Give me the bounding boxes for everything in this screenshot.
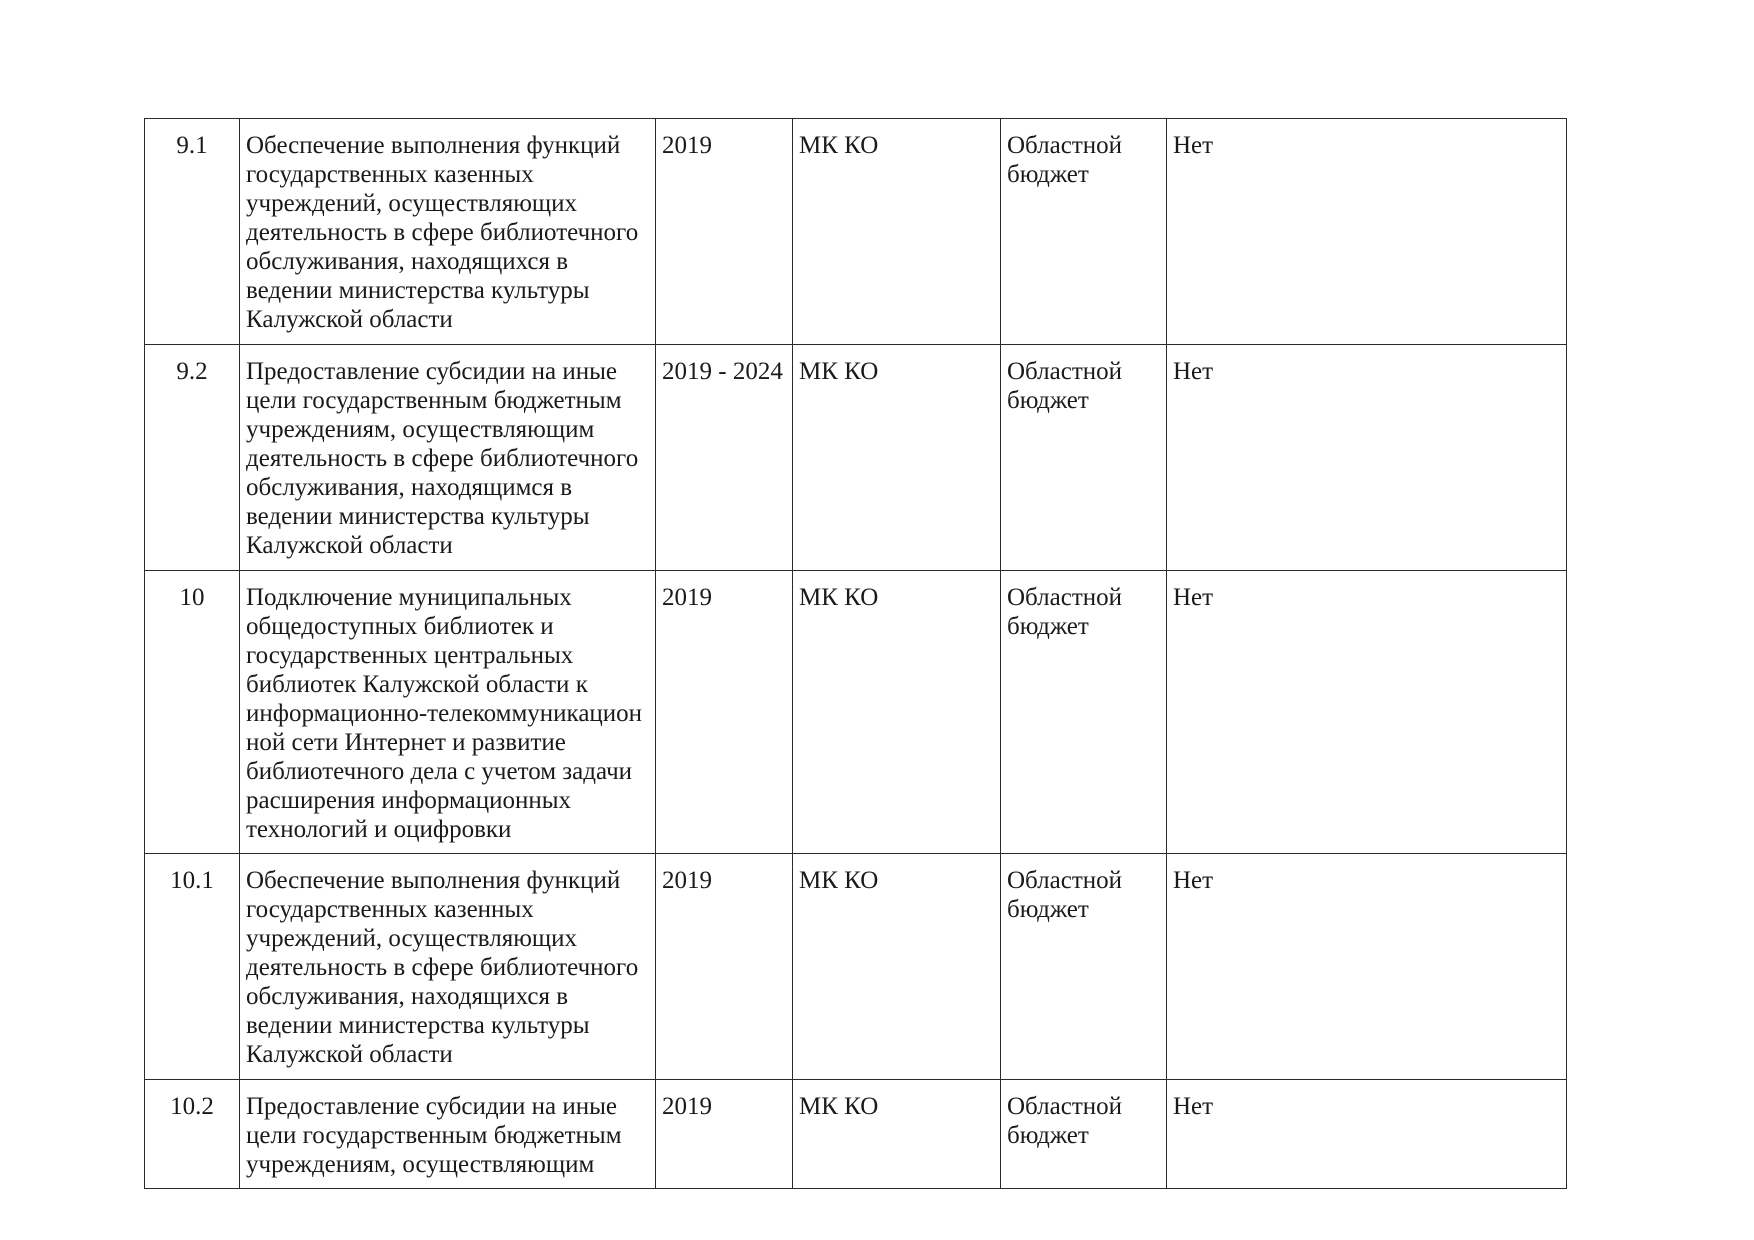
table-row <box>145 1080 1567 1189</box>
note-cell: Нет <box>1167 119 1567 345</box>
table-row <box>145 119 1567 345</box>
row-number-cell: 10.1 <box>145 854 240 1080</box>
table-row <box>145 345 1567 571</box>
executor-cell: МК КО <box>793 854 1001 1080</box>
program-activities-table <box>144 118 1567 1189</box>
funding-source-cell: Областной бюджет <box>1001 345 1167 571</box>
executor-cell: МК КО <box>793 345 1001 571</box>
note-cell: Нет <box>1167 1080 1567 1189</box>
activity-description-cell: Предоставление субсидии на иные цели государственным бюджетным учреждениям, осуществляющим <box>240 1080 656 1189</box>
executor-cell: МК КО <box>793 571 1001 854</box>
row-number-cell: 9.2 <box>145 345 240 571</box>
funding-source-cell: Областной бюджет <box>1001 854 1167 1080</box>
note-cell: Нет <box>1167 345 1567 571</box>
funding-source-cell: Областной бюджет <box>1001 119 1167 345</box>
activity-description-cell: Подключение муниципальных общедоступных библиотек и государственных центральных библиотек Калужской области к информационно-телекоммуникацион ной сети Интернет и развитие библиотечного дела с учетом задачи расширения информационных технологий и оцифровки <box>240 571 656 854</box>
activity-description-cell: Предоставление субсидии на иные цели государственным бюджетным учреждениям, осуществляющим деятельность в сфере библиотечного обслуживания, находящимся в ведении министерства культуры Калужской области <box>240 345 656 571</box>
row-number-cell: 10.2 <box>145 1080 240 1189</box>
period-cell: 2019 <box>656 1080 793 1189</box>
row-number-cell: 9.1 <box>145 119 240 345</box>
period-cell: 2019 <box>656 119 793 345</box>
row-number-cell: 10 <box>145 571 240 854</box>
activity-description-cell: Обеспечение выполнения функций государственных казенных учреждений, осуществляющих деятельность в сфере библиотечного обслуживания, находящихся в ведении министерства культуры Калужской области <box>240 854 656 1080</box>
funding-source-cell: Областной бюджет <box>1001 1080 1167 1189</box>
executor-cell: МК КО <box>793 1080 1001 1189</box>
funding-source-cell: Областной бюджет <box>1001 571 1167 854</box>
period-cell: 2019 <box>656 854 793 1080</box>
note-cell: Нет <box>1167 854 1567 1080</box>
note-cell: Нет <box>1167 571 1567 854</box>
table-row <box>145 571 1567 854</box>
activity-description-cell: Обеспечение выполнения функций государственных казенных учреждений, осуществляющих деятельность в сфере библиотечного обслуживания, находящихся в ведении министерства культуры Калужской области <box>240 119 656 345</box>
period-cell: 2019 <box>656 571 793 854</box>
table-row <box>145 854 1567 1080</box>
executor-cell: МК КО <box>793 119 1001 345</box>
period-cell: 2019 - 2024 <box>656 345 793 571</box>
